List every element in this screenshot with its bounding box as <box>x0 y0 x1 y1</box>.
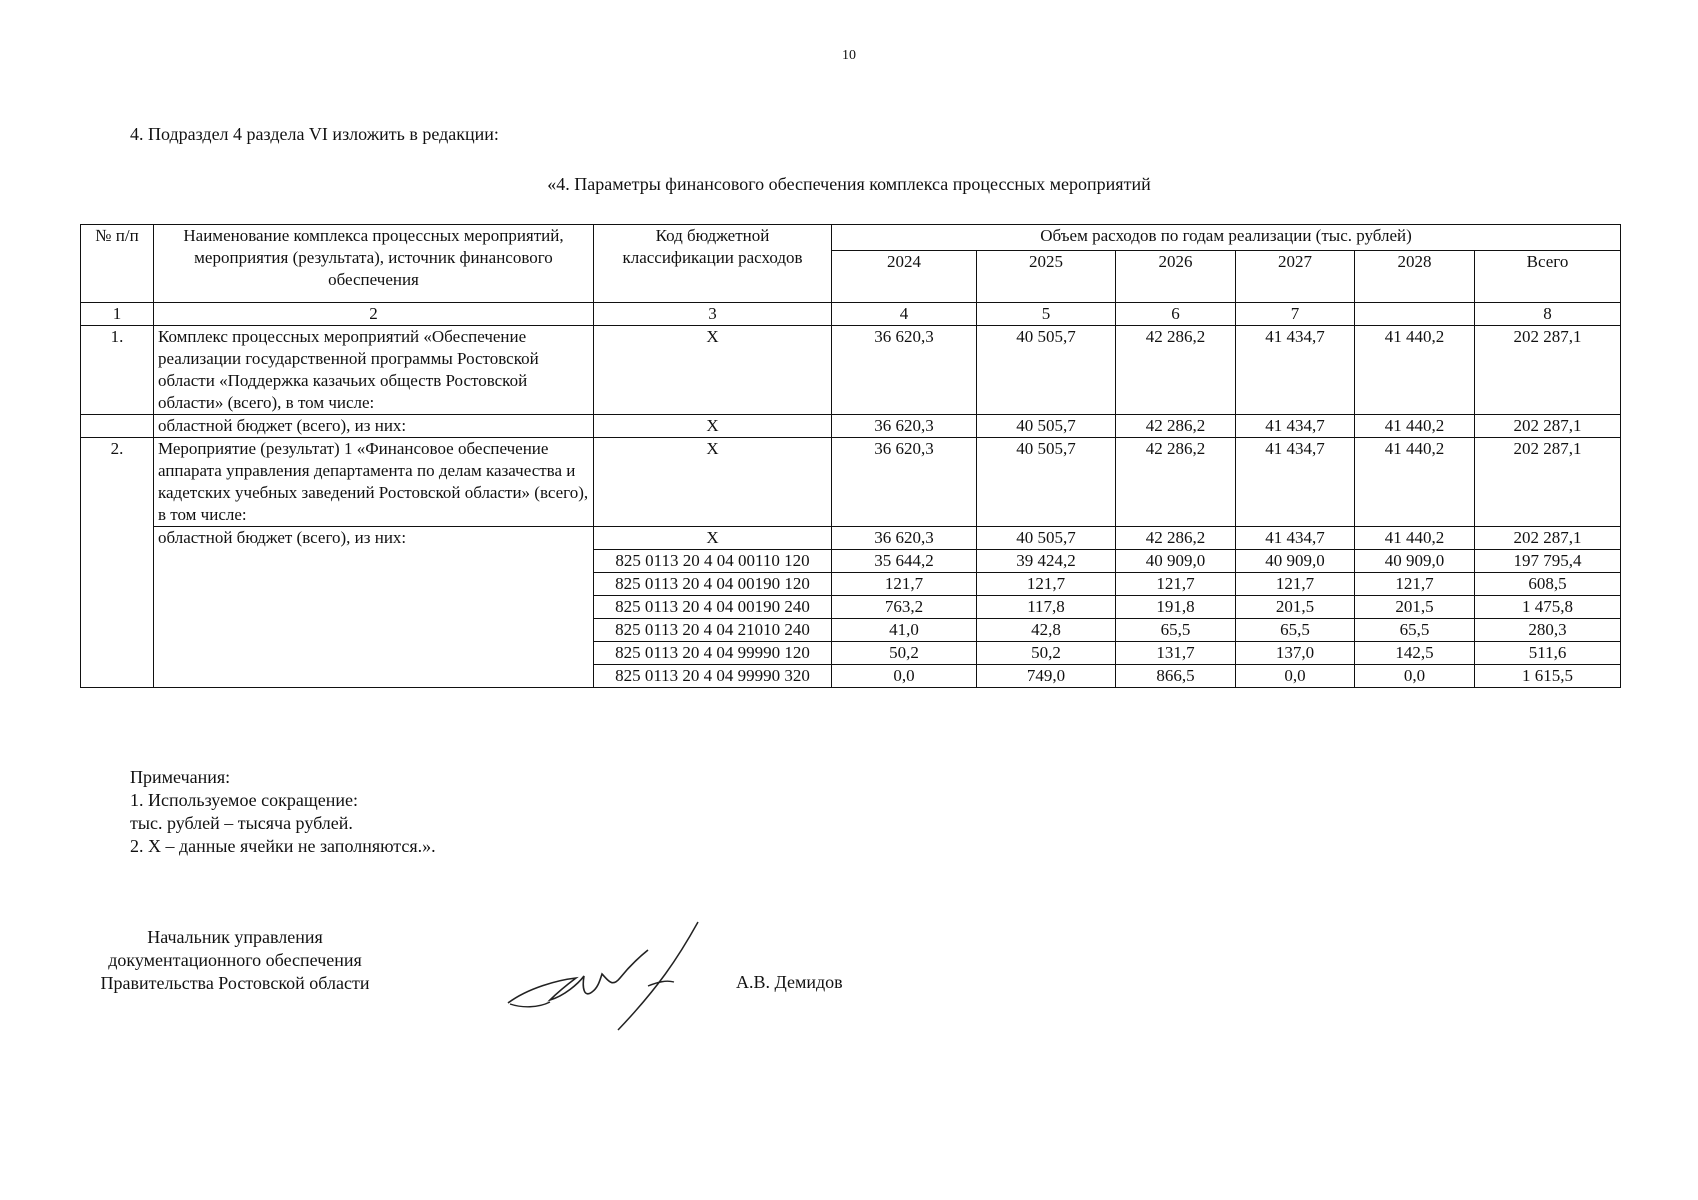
row-code: 825 0113 20 4 04 99990 120 <box>594 642 832 665</box>
value-cell: 41,0 <box>832 619 977 642</box>
value-cell: 41 440,2 <box>1355 527 1475 550</box>
column-number <box>1355 303 1475 326</box>
value-cell: 137,0 <box>1236 642 1355 665</box>
value-cell: 50,2 <box>977 642 1116 665</box>
value-cell: 40 505,7 <box>977 326 1116 415</box>
total-cell: 202 287,1 <box>1475 415 1621 438</box>
header-year: 2026 <box>1116 251 1236 303</box>
position-line: документационного обеспечения <box>108 950 362 970</box>
intro-text: 4. Подраздел 4 раздела VI изложить в редакции: <box>130 124 499 144</box>
value-cell: 42 286,2 <box>1116 326 1236 415</box>
value-cell: 41 440,2 <box>1355 438 1475 527</box>
value-cell: 50,2 <box>832 642 977 665</box>
table-row <box>81 527 1621 550</box>
value-cell: 42 286,2 <box>1116 527 1236 550</box>
column-number: 1 <box>81 303 154 326</box>
value-cell: 763,2 <box>832 596 977 619</box>
value-cell: 65,5 <box>1236 619 1355 642</box>
handwritten-signature <box>498 918 718 1038</box>
header-name: Наименование комплекса процессных мероприятий, мероприятия (результата), источник финансового обеспечения <box>154 225 594 303</box>
total-cell: 280,3 <box>1475 619 1621 642</box>
header-year: 2024 <box>832 251 977 303</box>
page-number: 10 <box>842 48 856 63</box>
value-cell: 41 434,7 <box>1236 326 1355 415</box>
row-name: Мероприятие (результат) 1 «Финансовое обеспечение аппарата управления департамента по делам казачества и кадетских учебных заведений Ростовской области» (всего), в том числе: <box>154 438 594 527</box>
total-cell: 202 287,1 <box>1475 326 1621 415</box>
value-cell: 40 505,7 <box>977 415 1116 438</box>
row-code: 825 0113 20 4 04 00110 120 <box>594 550 832 573</box>
row-name: областной бюджет (всего), из них: <box>154 415 594 438</box>
value-cell: 121,7 <box>832 573 977 596</box>
note-line: тыс. рублей – тысяча рублей. <box>130 813 353 833</box>
row-number <box>81 415 154 438</box>
row-code: X <box>594 415 832 438</box>
value-cell: 0,0 <box>832 665 977 688</box>
column-number: 3 <box>594 303 832 326</box>
value-cell: 40 505,7 <box>977 438 1116 527</box>
column-number: 7 <box>1236 303 1355 326</box>
row-code: X <box>594 326 832 415</box>
value-cell: 142,5 <box>1355 642 1475 665</box>
value-cell: 41 434,7 <box>1236 415 1355 438</box>
table-row <box>81 326 1621 415</box>
value-cell: 41 434,7 <box>1236 527 1355 550</box>
notes-heading: Примечания: <box>130 767 231 787</box>
value-cell: 35 644,2 <box>832 550 977 573</box>
value-cell: 40 505,7 <box>977 527 1116 550</box>
value-cell: 866,5 <box>1116 665 1236 688</box>
table-row <box>81 438 1621 527</box>
value-cell: 0,0 <box>1236 665 1355 688</box>
value-cell: 121,7 <box>1116 573 1236 596</box>
financing-table <box>80 224 1621 688</box>
value-cell: 42 286,2 <box>1116 415 1236 438</box>
value-cell: 40 909,0 <box>1116 550 1236 573</box>
header-volume: Объем расходов по годам реализации (тыс. рублей) <box>832 225 1621 251</box>
total-cell: 202 287,1 <box>1475 438 1621 527</box>
signatory-name: А.В. Демидов <box>736 972 843 992</box>
total-cell: 202 287,1 <box>1475 527 1621 550</box>
value-cell: 65,5 <box>1116 619 1236 642</box>
value-cell: 42,8 <box>977 619 1116 642</box>
total-cell: 511,6 <box>1475 642 1621 665</box>
value-cell: 749,0 <box>977 665 1116 688</box>
value-cell: 201,5 <box>1355 596 1475 619</box>
header-num: № п/п <box>81 225 154 303</box>
value-cell: 36 620,3 <box>832 326 977 415</box>
row-code: 825 0113 20 4 04 00190 120 <box>594 573 832 596</box>
header-year: 2027 <box>1236 251 1355 303</box>
value-cell: 41 440,2 <box>1355 415 1475 438</box>
header-total: Всего <box>1475 251 1621 303</box>
signatory-position <box>80 926 390 995</box>
table-row <box>81 415 1621 438</box>
total-cell: 197 795,4 <box>1475 550 1621 573</box>
value-cell: 40 909,0 <box>1236 550 1355 573</box>
value-cell: 41 434,7 <box>1236 438 1355 527</box>
column-number: 2 <box>154 303 594 326</box>
column-number: 5 <box>977 303 1116 326</box>
value-cell: 201,5 <box>1236 596 1355 619</box>
value-cell: 36 620,3 <box>832 438 977 527</box>
value-cell: 39 424,2 <box>977 550 1116 573</box>
total-cell: 1 615,5 <box>1475 665 1621 688</box>
total-cell: 608,5 <box>1475 573 1621 596</box>
value-cell: 65,5 <box>1355 619 1475 642</box>
value-cell: 121,7 <box>1236 573 1355 596</box>
value-cell: 121,7 <box>1355 573 1475 596</box>
value-cell: 36 620,3 <box>832 527 977 550</box>
header-code: Код бюджетной классификации расходов <box>594 225 832 303</box>
notes-block <box>130 766 436 858</box>
value-cell: 42 286,2 <box>1116 438 1236 527</box>
row-code: 825 0113 20 4 04 99990 320 <box>594 665 832 688</box>
row-number: 1. <box>81 326 154 415</box>
column-number: 8 <box>1475 303 1621 326</box>
value-cell: 0,0 <box>1355 665 1475 688</box>
value-cell: 41 440,2 <box>1355 326 1475 415</box>
value-cell: 36 620,3 <box>832 415 977 438</box>
value-cell: 191,8 <box>1116 596 1236 619</box>
header-year: 2025 <box>977 251 1116 303</box>
position-line: Начальник управления <box>147 927 323 947</box>
row-name: областной бюджет (всего), из них: <box>154 527 594 688</box>
row-name: Комплекс процессных мероприятий «Обеспечение реализации государственной программы Ростовской области «Поддержка казачьих обществ Ростовской области» (всего), в том числе: <box>154 326 594 415</box>
row-code: X <box>594 438 832 527</box>
header-year: 2028 <box>1355 251 1475 303</box>
row-code: X <box>594 527 832 550</box>
value-cell: 40 909,0 <box>1355 550 1475 573</box>
row-code: 825 0113 20 4 04 00190 240 <box>594 596 832 619</box>
position-line: Правительства Ростовской области <box>100 973 370 993</box>
table-title: «4. Параметры финансового обеспечения комплекса процессных мероприятий <box>547 174 1151 194</box>
total-cell: 1 475,8 <box>1475 596 1621 619</box>
row-number: 2. <box>81 438 154 688</box>
row-code: 825 0113 20 4 04 21010 240 <box>594 619 832 642</box>
value-cell: 131,7 <box>1116 642 1236 665</box>
note-line: 2. X – данные ячейки не заполняются.». <box>130 836 436 856</box>
value-cell: 117,8 <box>977 596 1116 619</box>
column-number: 4 <box>832 303 977 326</box>
column-number: 6 <box>1116 303 1236 326</box>
note-line: 1. Используемое сокращение: <box>130 790 358 810</box>
value-cell: 121,7 <box>977 573 1116 596</box>
